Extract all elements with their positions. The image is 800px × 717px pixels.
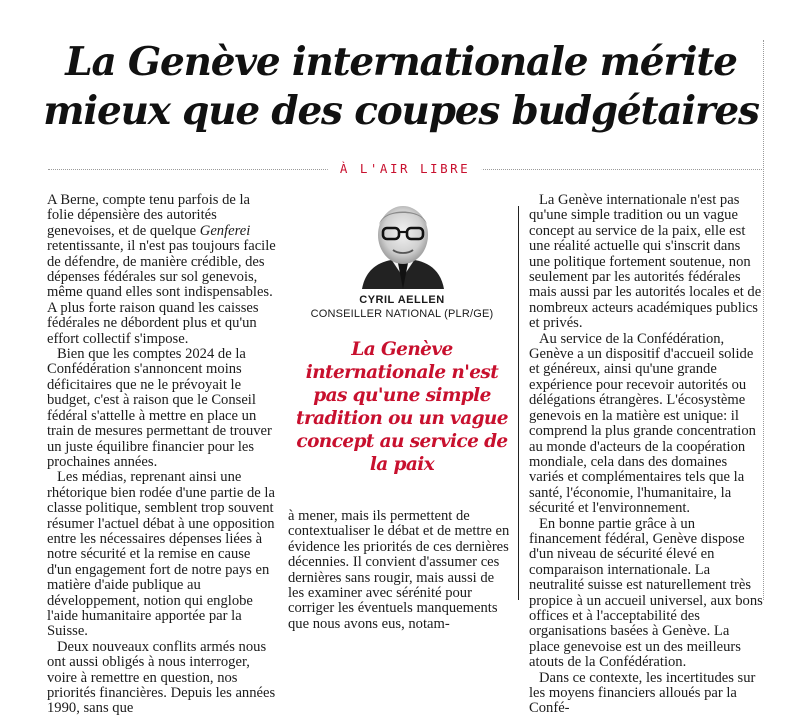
paragraph-text: A Berne, compte tenu parfois de la folie dépensière des autorités genevoises, et de quelque	[47, 192, 251, 239]
pull-quote: La Genève internationale n'est pas qu'une simple tradition ou un vague concept au service de la paix	[296, 339, 508, 475]
paragraph: Deux nouveaux conflits armés nous ont aussi obligés à nous interroger, voire à remettre en question, nos priorités financières. Depuis les années 1990, sans que	[47, 638, 276, 717]
paragraph-text: retentissante, il n'est pas toujours facile de défendre, de manière crédible, des dépenses fédérales sur sol genevois, même quand elles sont indispensables. A plus forte raison quand les caisses fédérales ne débordent plus et qu'un effort collectif s'impose.	[47, 238, 276, 347]
paragraph: Les médias, reprenant ainsi une rhétorique bien rodée d'une partie de la classe politique, semblent trop souvent résumer l'actuel débat à une opposition entre les nécessaires dépenses liées à notre sécurité et la remise en cause d'un engagement fort de notre pays en matière d'aide publique au développement, notion qui englobe l'aide humanitaire apportée par la Suisse.	[47, 469, 275, 640]
emphasis-genferei: Genferei	[199, 222, 251, 239]
middle-column	[288, 509, 513, 632]
paragraph	[47, 193, 277, 347]
headline-line-2: mieux que des coupes budgétaires	[43, 88, 759, 134]
paragraph: Bien que les comptes 2024 de la Confédération s'annoncent moins déficitaires que ne le prévoyait le budget, c'est à raison que le Conseil fédéral s'attelle à mettre en place un train de mesures permettant de trouver un juste équilibre financier pour les prochaines années.	[47, 346, 272, 470]
paragraph: à mener, mais ils permettent de contextualiser le débat et de mettre en évidence les priorités de ces dernières décennies. Il convient d'assumer ces dernières sans rougir, mais aussi de les examiner avec sérénité pour corriger les éventuels manquements que nous avons eus, notam-	[288, 508, 510, 632]
author-portrait	[358, 197, 448, 289]
column-divider	[518, 206, 519, 600]
paragraph: Au service de la Confédération, Genève a un dispositif d'accueil solide et généreux, ainsi qu'une grande expérience pour recevoir autorités ou délégations étrangères. L'écosystème genevois en la matière est unique: il comprend la plus grande concentration au monde d'acteurs de la coopération mondiale, cela dans des domaines variés et complémentaires tels que la santé, l'économie, l'humanitaire, la sécurité et l'environnement.	[529, 330, 756, 517]
rubric-label: À L'AIR LIBRE	[328, 160, 482, 178]
author-block	[288, 293, 516, 321]
paragraph: Dans ce contexte, les incertitudes sur les moyens financiers alloués par la Confé-	[529, 669, 756, 717]
right-column	[529, 193, 763, 717]
article-headline	[30, 38, 772, 136]
section-rubric	[48, 160, 762, 178]
author-role: CONSEILLER NATIONAL (PLR/GE)	[310, 308, 494, 320]
left-column	[47, 193, 277, 717]
paragraph: En bonne partie grâce à un financement fédéral, Genève dispose d'un niveau de sécurité élevé en comparaison internationale. La neutralité suisse est naturellement très propice à un accueil universel, aux bons offices et à l'acceptabilité des organisations basées à Genève. La place genevoise est un des meilleurs atouts de la Confédération.	[529, 515, 763, 671]
author-name: CYRIL AELLEN	[359, 294, 445, 306]
paragraph: La Genève internationale n'est pas qu'une simple tradition ou un vague concept au service de la paix, elle est une réalité actuelle qui s'inscrit dans une politique fortement soutenue, non seulement par les autorités fédérales mais aussi par les autorités locales et de nombreux acteurs académiques publics et privés.	[529, 192, 762, 332]
headline-line-1: La Genève internationale mérite	[65, 39, 737, 85]
